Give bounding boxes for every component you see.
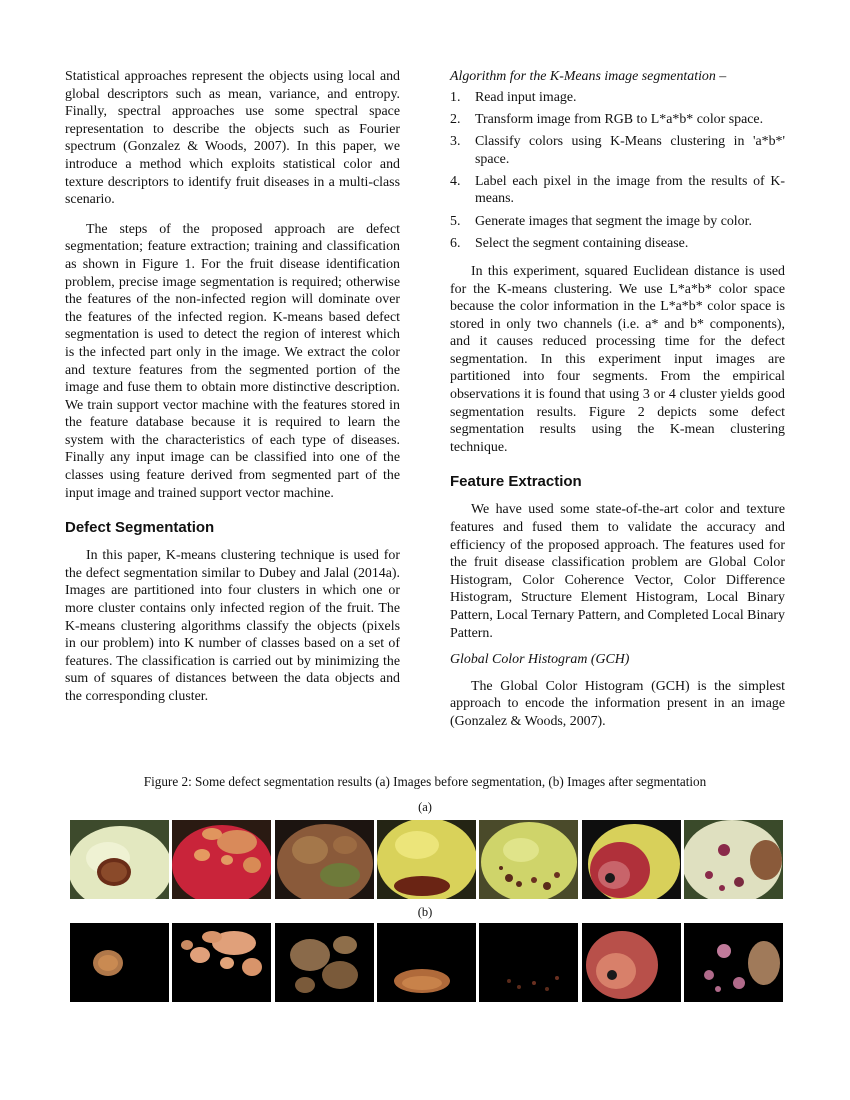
figure-label-b: (b) bbox=[417, 905, 433, 919]
figure-caption: Figure 2: Some defect segmentation results (a) Images before segmentation, (b) Images after segmentation bbox=[143, 774, 707, 789]
right-column bbox=[450, 68, 785, 731]
fruit-image-5 bbox=[479, 820, 578, 899]
gch-paragraph: The Global Color Histogram (GCH) is the simplest approach to encode the information present in an image (Gonzalez & Woods, 2007). bbox=[450, 678, 785, 729]
algorithm-step: 6. Select the segment containing disease. bbox=[450, 235, 689, 251]
segmented-image-4 bbox=[377, 923, 476, 1002]
figure-label-a: (a) bbox=[418, 800, 432, 814]
section-heading-feature-extraction: Feature Extraction bbox=[450, 473, 582, 491]
fruit-image-7 bbox=[684, 820, 783, 899]
segmented-image-5 bbox=[479, 923, 578, 1002]
fruit-image-3 bbox=[275, 820, 374, 899]
segmented-image-2 bbox=[172, 923, 271, 1002]
fruit-image-2 bbox=[172, 820, 271, 899]
intro-paragraph: Statistical approaches represent the objects using local and global descriptors such as mean, variance, and entropy. Finally, spectral approaches use some spectral space representation to describe the objects such as Fourier spectrum (Gonzalez & Woods, 2007). In this paper, we introduce a method which exploits statistical color and texture descriptors to identify fruit diseases in a multi-class scenario. bbox=[65, 69, 400, 208]
algorithm-step: 1. Read input image. bbox=[450, 89, 577, 105]
fruit-image-1 bbox=[70, 820, 169, 899]
fruit-image-4 bbox=[377, 820, 476, 899]
fruit-image-6 bbox=[582, 820, 681, 899]
algorithm-step: 5. Generate images that segment the image by color. bbox=[450, 213, 752, 229]
segmented-image-7 bbox=[684, 923, 783, 1002]
section-heading-defect-segmentation: Defect Segmentation bbox=[65, 519, 215, 537]
segmented-image-1 bbox=[70, 923, 169, 1002]
subheading-gch: Global Color Histogram (GCH) bbox=[450, 652, 630, 668]
algorithm-title: Algorithm for the K-Means image segmentation – bbox=[450, 69, 727, 84]
before-segmentation-strip bbox=[70, 820, 783, 899]
segmented-image-6 bbox=[582, 923, 681, 1002]
after-segmentation-strip bbox=[70, 923, 783, 1002]
left-column bbox=[65, 68, 400, 706]
algorithm-step: 2. Transform image from RGB to L*a*b* color space. bbox=[450, 111, 764, 127]
algorithm-step: 4. Label each pixel in the image from the results of K-means. bbox=[450, 173, 785, 207]
defect-segmentation-paragraph: In this paper, K-means clustering technique is used for the defect segmentation similar to Dubey and Jalal (2014a). Images are partitioned into four clusters in which one or more cluster contains only infected region of the fruit. The K-means clustering algorithms classify the objects (pixels in our problem) into K number of classes based on a set of features. The classification is carried out by minimizing the sum of squares of distances between the data objects and the corresponding cluster. bbox=[65, 548, 400, 704]
segmented-image-3 bbox=[275, 923, 374, 1002]
experiment-paragraph: In this experiment, squared Euclidean distance is used for the K-means clustering. We use L*a*b* color space because the color information in the L*a*b* color space is stored in only two channels (i.e. a* and b* components), and it causes reduced processing time for the defect segmentation. In this experiment input images are partitioned into four segments. From the empirical observations it is found that using 3 or 4 cluster yields good segmentation results. Figure 2 depicts some defect segmentation results using the K-mean clustering technique. bbox=[450, 263, 785, 455]
algorithm-steps bbox=[450, 89, 785, 253]
feature-extraction-paragraph: We have used some state-of-the-art color and texture features and fused them to validate the accuracy and efficiency of the proposed approach. The features used for the fruit disease classification problem are Global Color Histogram, Color Coherence Vector, Color Difference Histogram, Structure Element Histogram, Local Binary Pattern, Local Ternary Pattern, and Completed Local Binary Pattern. bbox=[450, 502, 785, 641]
approach-paragraph: The steps of the proposed approach are defect segmentation; feature extraction; training and classification as shown in Figure 1. For the fruit disease identification problem, precise image segmentation is required; otherwise the features of the non-infected region will dominate over the features of the infected region. K-means based defect segmentation is used to detect the region of interest which is the infected part only in the image. We extract the color and texture features from the segmented portion of the image and fuse them to obtain more distinctive description. We train support vector machine with the features stored in the feature database because it is required to learn the system with the characteristics of each type of diseases. Finally any input image can be classified into one of the classes using feature derived from segmented part of the input image and trained support vector machine. bbox=[65, 221, 400, 501]
algorithm-step: 3. Classify colors using K-Means clustering in 'a*b*' space. bbox=[450, 133, 785, 167]
